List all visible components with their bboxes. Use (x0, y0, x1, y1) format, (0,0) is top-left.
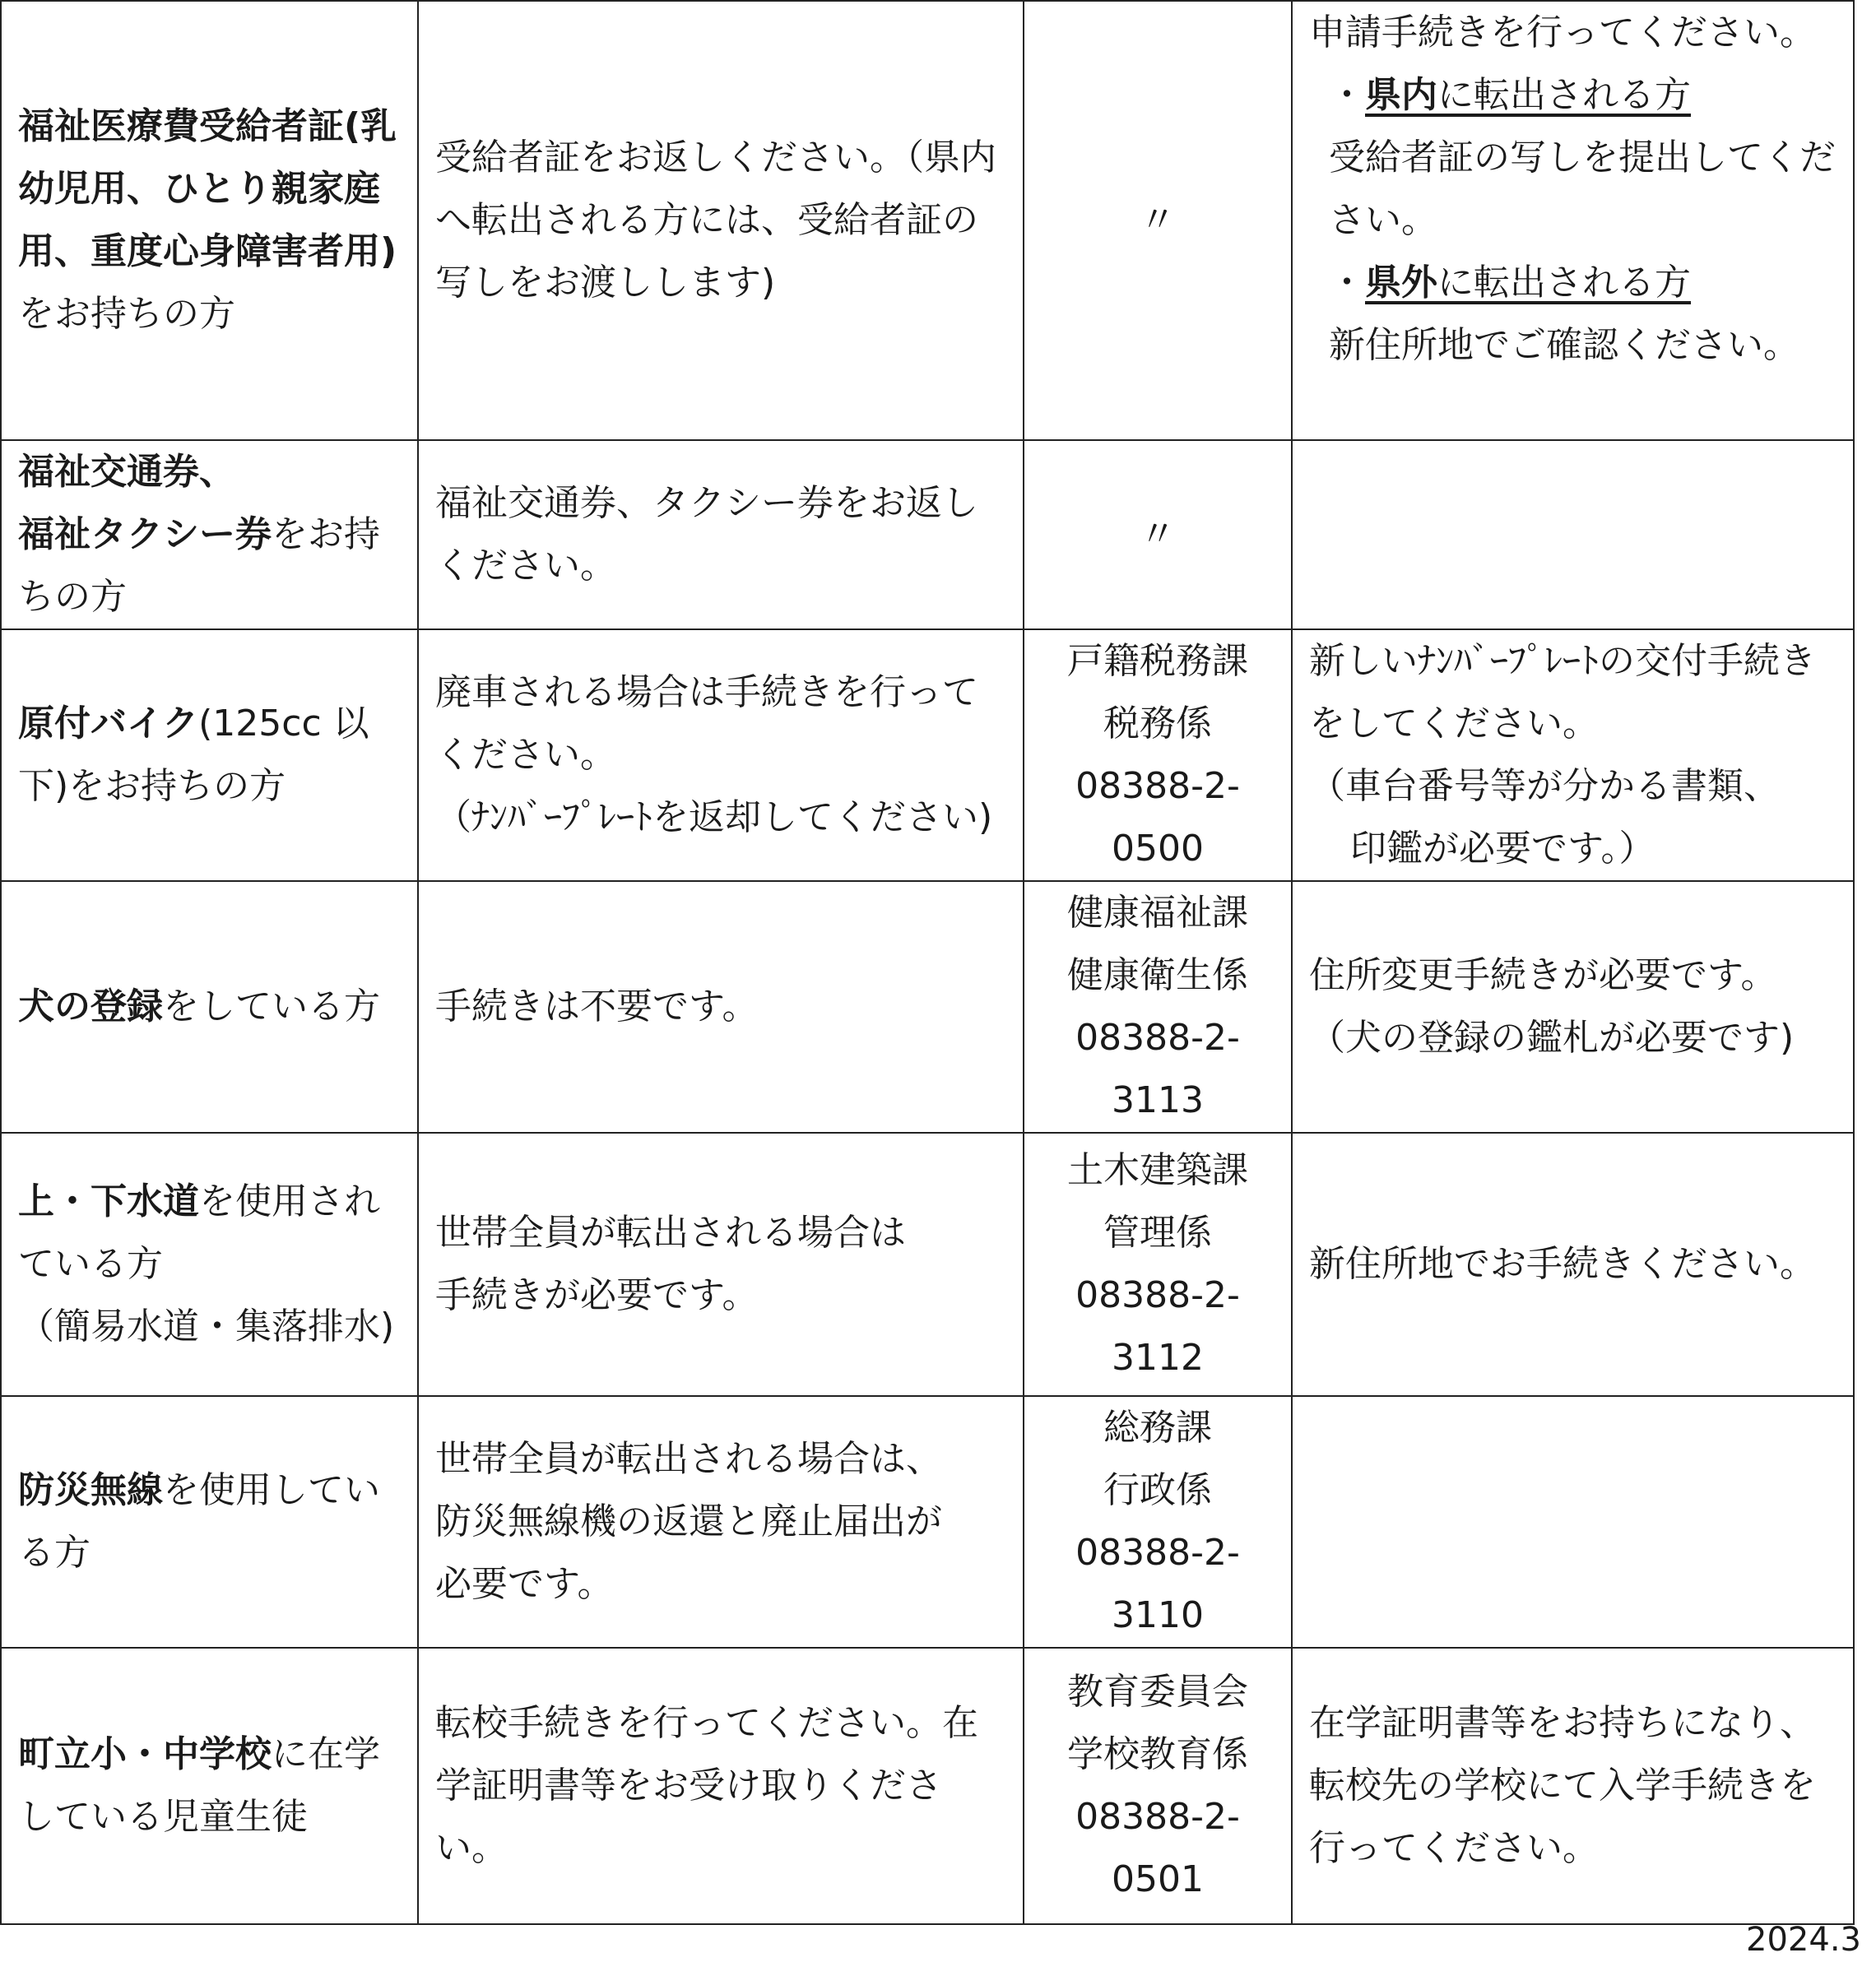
subject-note: （簡易水道・集落排水) (18, 1306, 395, 1347)
table-row (1, 1396, 1854, 1648)
row-note-cell: 新住所地でお手続きください。 (1292, 1133, 1854, 1396)
note-line: （犬の登録の鑑札が必要です) (1309, 1017, 1795, 1059)
bullet-heading-rest: に転出される方 (1437, 74, 1691, 116)
subject-rest: をしている方 (163, 986, 380, 1027)
note-line: 転校先の学校にて入学手続きを行ってください。 (1309, 1765, 1816, 1869)
note-bullet-text: 新住所地でご確認ください。 (1329, 324, 1799, 366)
row-contact-cell (1024, 629, 1292, 881)
contact-phone: 08388-2-0501 (1075, 1796, 1240, 1900)
row-action-cell: 福祉交通券、タクシー券をお返しください。 (418, 440, 1024, 629)
row-action-cell: 受給者証をお返しください。（県内へ転出される方には、受給者証の写しをお渡しします) (418, 1, 1024, 440)
ditto-mark: 〃 (1140, 513, 1176, 555)
contact-department: 土木建築課 (1067, 1149, 1248, 1191)
subject-rest: を使用されている方 (18, 1180, 380, 1285)
contact-department: 健康福祉課 (1067, 892, 1248, 934)
action-line: 廃車される場合は手続きを行ってください。 (435, 671, 978, 776)
row-action-cell (418, 1396, 1024, 1648)
ditto-mark: 〃 (1140, 199, 1176, 241)
note-line: 住所変更手続きが必要です。 (1309, 954, 1777, 996)
row-contact-cell (1024, 1648, 1292, 1924)
table-row (1, 1648, 1854, 1924)
note-bullet-text: 受給者証の写しを提出してください。 (1329, 137, 1836, 241)
note-line: 印鑑が必要です。） (1350, 828, 1655, 870)
table-row (1, 1133, 1854, 1396)
row-note-cell (1292, 881, 1854, 1133)
action-line: 必要です。 (435, 1563, 614, 1605)
bullet-mark: ・ (1329, 74, 1365, 116)
subject-bold: 町立小・中学校 (18, 1733, 272, 1775)
contact-section: 行政係 (1103, 1469, 1212, 1511)
table-row (1, 629, 1854, 881)
subject-rest: に在学している児童生徒 (18, 1733, 380, 1838)
contact-phone: 08388-2-0500 (1075, 765, 1240, 870)
contact-phone: 08388-2-3110 (1075, 1532, 1240, 1636)
contact-department: 教育委員会 (1067, 1671, 1248, 1713)
action-line: 手続きが必要です。 (435, 1274, 759, 1316)
action-line: 世帯全員が転出される場合は、 (435, 1438, 942, 1480)
subject-bold: 防災無線 (18, 1469, 163, 1511)
row-contact-cell (1024, 1, 1292, 440)
subject-rest: を使用している方 (18, 1469, 380, 1574)
bullet-heading-bold: 県外 (1365, 262, 1437, 304)
row-subject-cell (1, 881, 418, 1133)
bullet-heading-rest: に転出される方 (1437, 262, 1691, 304)
table-row (1, 440, 1854, 629)
table-row (1, 1, 1854, 440)
subject-rest: (125cc 以下)をお持ちの方 (18, 703, 369, 807)
note-line: （車台番号等が分かる書類、 (1309, 765, 1780, 807)
row-subject-cell (1, 1133, 418, 1396)
table-row (1, 881, 1854, 1133)
bullet-heading (1365, 74, 1691, 116)
note-intro: 申請手続きを行ってください。 (1309, 12, 1816, 53)
contact-phone: 08388-2-3113 (1075, 1017, 1240, 1121)
row-note-cell (1292, 1, 1854, 440)
contact-section: 学校教育係 (1067, 1733, 1248, 1775)
subject-bold: 原付バイク (18, 703, 199, 744)
subject-rest: をお持ちの方 (18, 293, 235, 335)
bullet-heading (1365, 262, 1691, 304)
contact-section: 健康衛生係 (1067, 954, 1248, 996)
row-contact-cell (1024, 440, 1292, 629)
row-subject-cell (1, 629, 418, 881)
note-bullet-prefecture-inside (1309, 64, 1837, 127)
bullet-heading-bold: 県内 (1365, 74, 1437, 116)
row-subject-cell (1, 1, 418, 440)
note-bullet-prefecture-outside (1309, 252, 1837, 314)
row-subject-cell (1, 440, 418, 629)
action-line: （ﾅﾝﾊﾞｰﾌﾟﾚｰﾄを返却してください) (435, 796, 993, 838)
row-action-cell (418, 1133, 1024, 1396)
subject-bold: 福祉医療費受給者証(乳幼児用、ひとり親家庭用、重度心身障害者用) (18, 105, 397, 272)
row-action-cell (418, 629, 1024, 881)
action-line: 防災無線機の返還と廃止届出が (435, 1500, 942, 1542)
note-line: 新しいﾅﾝﾊﾞｰﾌﾟﾚｰﾄの交付手続きをしてください。 (1309, 640, 1816, 744)
subject-bold: 上・下水道 (18, 1180, 199, 1222)
row-subject-cell (1, 1396, 418, 1648)
row-note-cell (1292, 629, 1854, 881)
contact-section: 管理係 (1103, 1212, 1212, 1254)
row-contact-cell (1024, 881, 1292, 1133)
document-date: 2024.3 (1746, 1921, 1861, 1959)
subject-bold: 福祉交通券、 (18, 451, 235, 493)
row-subject-cell (1, 1648, 418, 1924)
contact-section: 税務係 (1103, 703, 1212, 744)
bullet-mark: ・ (1329, 262, 1365, 304)
row-note-cell (1292, 1396, 1854, 1648)
row-contact-cell (1024, 1396, 1292, 1648)
row-note-cell (1292, 1648, 1854, 1924)
row-note-cell (1292, 440, 1854, 629)
note-line: 在学証明書等をお持ちになり、 (1309, 1702, 1816, 1744)
action-line: 世帯全員が転出される場合は (435, 1212, 906, 1254)
subject-bold: 犬の登録 (18, 986, 163, 1027)
row-action-cell: 転校手続きを行ってください。在学証明書等をお受け取りください。 (418, 1648, 1024, 1924)
contact-department: 戸籍税務課 (1067, 640, 1248, 682)
subject-bold: 福祉タクシー券 (18, 513, 272, 555)
subject-rest: をお持ちの方 (18, 513, 380, 618)
row-action-cell: 手続きは不要です。 (418, 881, 1024, 1133)
contact-department: 総務課 (1103, 1407, 1212, 1449)
row-contact-cell (1024, 1133, 1292, 1396)
contact-phone: 08388-2-3112 (1075, 1274, 1240, 1379)
